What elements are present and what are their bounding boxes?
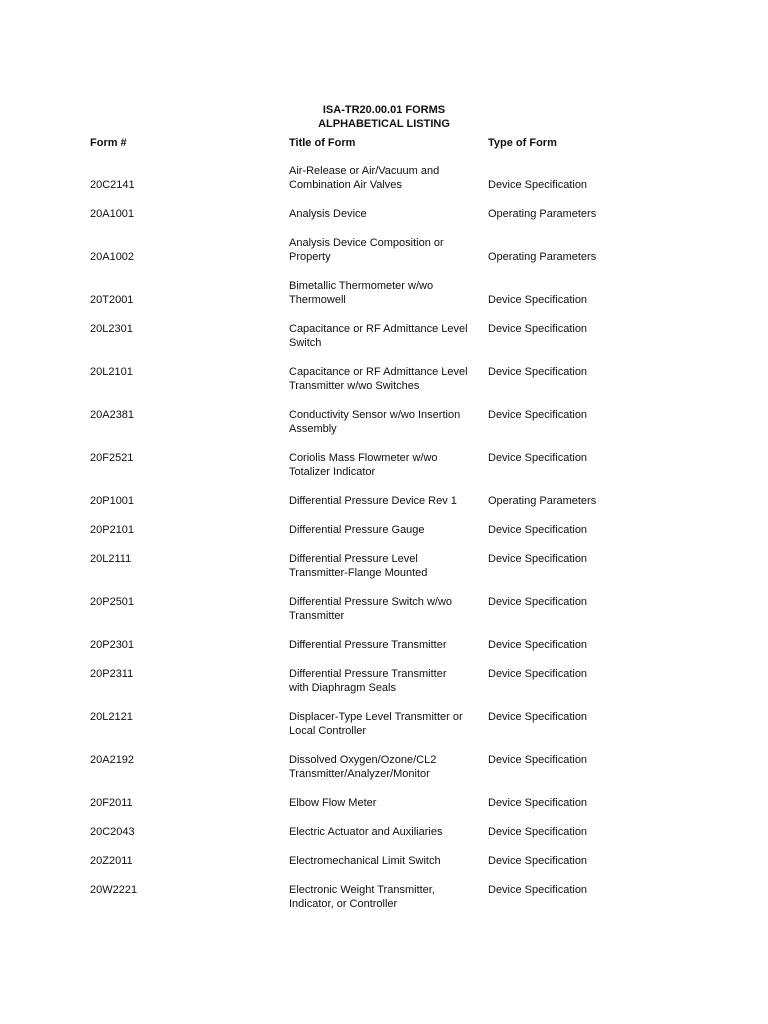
forms-table-body xyxy=(0,164,768,926)
form-title-cell xyxy=(289,854,481,868)
table-row xyxy=(0,753,768,781)
form-title-line: Dissolved Oxygen/Ozone/CL2 xyxy=(289,754,437,766)
form-type-cell: Operating Parameters xyxy=(488,251,597,263)
form-title-cell xyxy=(289,236,481,264)
table-row xyxy=(0,279,768,307)
form-title-line: Indicator, or Controller xyxy=(289,898,398,910)
table-row xyxy=(0,854,768,868)
form-title-cell xyxy=(289,494,481,508)
form-type-cell: Operating Parameters xyxy=(488,495,597,507)
form-number-cell: 20A1002 xyxy=(90,251,135,263)
table-row xyxy=(0,825,768,839)
form-title-line: Switch xyxy=(289,337,322,349)
form-number-cell: 20P2501 xyxy=(90,596,135,608)
form-title-line: Local Controller xyxy=(289,725,367,737)
form-title-line: Combination Air Valves xyxy=(289,179,402,191)
form-type-cell: Device Specification xyxy=(488,409,588,421)
form-title-line: Analysis Device xyxy=(289,208,367,220)
form-title-line: Elbow Flow Meter xyxy=(289,797,377,809)
form-title-cell xyxy=(289,408,481,436)
form-title-cell xyxy=(289,451,481,479)
table-row xyxy=(0,164,768,192)
form-type-cell: Device Specification xyxy=(488,452,588,464)
form-title-line: Transmitter xyxy=(289,610,345,622)
table-row xyxy=(0,408,768,436)
form-title-line: Differential Pressure Gauge xyxy=(289,524,425,536)
form-number-cell: 20P2301 xyxy=(90,639,135,651)
form-title-line: Displacer-Type Level Transmitter or xyxy=(289,711,463,723)
form-title-cell xyxy=(289,279,481,307)
page-title xyxy=(0,103,768,131)
form-title-cell xyxy=(289,638,481,652)
table-row xyxy=(0,236,768,264)
form-type-cell: Device Specification xyxy=(488,884,588,896)
title-line-2: ALPHABETICAL LISTING xyxy=(318,118,450,130)
form-number-cell: 20Z2011 xyxy=(90,855,133,867)
form-title-line: Transmitter w/wo Switches xyxy=(289,380,420,392)
form-title-line: Capacitance or RF Admittance Level xyxy=(289,323,468,335)
form-number-cell: 20A2192 xyxy=(90,754,135,766)
form-type-cell: Operating Parameters xyxy=(488,208,597,220)
form-type-cell: Device Specification xyxy=(488,366,588,378)
form-title-cell xyxy=(289,207,481,221)
form-title-line: Bimetallic Thermometer w/wo xyxy=(289,280,434,292)
form-title-line: Differential Pressure Transmitter xyxy=(289,668,447,680)
table-row xyxy=(0,322,768,350)
form-number-cell: 20C2043 xyxy=(90,826,135,838)
form-title-line: Differential Pressure Level xyxy=(289,553,418,565)
form-title-cell xyxy=(289,883,481,911)
form-title-line: Transmitter-Flange Mounted xyxy=(289,567,428,579)
table-row xyxy=(0,796,768,810)
form-title-line: Analysis Device Composition or xyxy=(289,237,444,249)
form-number-cell: 20A1001 xyxy=(90,208,135,220)
form-number-cell: 20W2221 xyxy=(90,884,138,896)
table-row xyxy=(0,595,768,623)
table-row xyxy=(0,523,768,537)
form-title-line: Transmitter/Analyzer/Monitor xyxy=(289,768,430,780)
table-row xyxy=(0,207,768,221)
header-title-of-form: Title of Form xyxy=(289,137,356,149)
title-line-1: ISA-TR20.00.01 FORMS xyxy=(322,104,446,116)
form-title-line: Differential Pressure Switch w/wo xyxy=(289,596,453,608)
form-number-cell: 20P2311 xyxy=(90,668,134,680)
table-row xyxy=(0,710,768,738)
form-title-line: Electric Actuator and Auxiliaries xyxy=(289,826,443,838)
header-type-of-form: Type of Form xyxy=(488,137,557,149)
table-row xyxy=(0,667,768,695)
table-row xyxy=(0,638,768,652)
form-type-cell: Device Specification xyxy=(488,797,588,809)
form-number-cell: 20A2381 xyxy=(90,409,135,421)
form-title-cell xyxy=(289,164,481,192)
form-title-cell xyxy=(289,753,481,781)
form-type-cell: Device Specification xyxy=(488,524,588,536)
form-number-cell: 20F2521 xyxy=(90,452,134,464)
form-title-line: Capacitance or RF Admittance Level xyxy=(289,366,468,378)
table-row xyxy=(0,883,768,911)
form-title-line: Electronic Weight Transmitter, xyxy=(289,884,435,896)
form-type-cell: Device Specification xyxy=(488,639,588,651)
table-row xyxy=(0,494,768,508)
form-number-cell: 20L2111 xyxy=(90,553,132,565)
table-row xyxy=(0,552,768,580)
form-title-cell xyxy=(289,322,481,350)
form-type-cell: Device Specification xyxy=(488,179,588,191)
form-title-cell xyxy=(289,365,481,393)
form-title-cell xyxy=(289,710,481,738)
form-number-cell: 20P1001 xyxy=(90,495,135,507)
form-type-cell: Device Specification xyxy=(488,553,588,565)
form-title-line: Totalizer Indicator xyxy=(289,466,376,478)
form-number-cell: 20L2101 xyxy=(90,366,133,378)
form-title-line: Conductivity Sensor w/wo Insertion xyxy=(289,409,461,421)
form-type-cell: Device Specification xyxy=(488,754,588,766)
form-number-cell: 20L2121 xyxy=(90,711,133,723)
form-type-cell: Device Specification xyxy=(488,323,588,335)
form-title-line: Differential Pressure Device Rev 1 xyxy=(289,495,457,507)
form-title-line: Coriolis Mass Flowmeter w/wo xyxy=(289,452,438,464)
table-header xyxy=(0,136,768,150)
form-title-line: Differential Pressure Transmitter xyxy=(289,639,447,651)
table-row xyxy=(0,365,768,393)
form-number-cell: 20C2141 xyxy=(90,179,135,191)
form-number-cell: 20P2101 xyxy=(90,524,135,536)
form-number-cell: 20F2011 xyxy=(90,797,133,809)
form-title-cell xyxy=(289,595,481,623)
form-number-cell: 20L2301 xyxy=(90,323,133,335)
form-type-cell: Device Specification xyxy=(488,596,588,608)
form-title-line: with Diaphragm Seals xyxy=(289,682,396,694)
form-title-cell xyxy=(289,825,481,839)
form-type-cell: Device Specification xyxy=(488,668,588,680)
form-title-cell xyxy=(289,796,481,810)
header-form-number: Form # xyxy=(90,137,127,149)
form-type-cell: Device Specification xyxy=(488,294,588,306)
form-number-cell: 20T2001 xyxy=(90,294,134,306)
form-title-cell xyxy=(289,523,481,537)
form-title-cell xyxy=(289,667,481,695)
form-title-line: Assembly xyxy=(289,423,337,435)
form-title-line: Thermowell xyxy=(289,294,346,306)
form-title-line: Property xyxy=(289,251,331,263)
form-title-line: Air-Release or Air/Vacuum and xyxy=(289,165,440,177)
form-type-cell: Device Specification xyxy=(488,826,588,838)
form-type-cell: Device Specification xyxy=(488,711,588,723)
form-type-cell: Device Specification xyxy=(488,855,588,867)
table-row xyxy=(0,451,768,479)
form-title-line: Electromechanical Limit Switch xyxy=(289,855,441,867)
form-title-cell xyxy=(289,552,481,580)
